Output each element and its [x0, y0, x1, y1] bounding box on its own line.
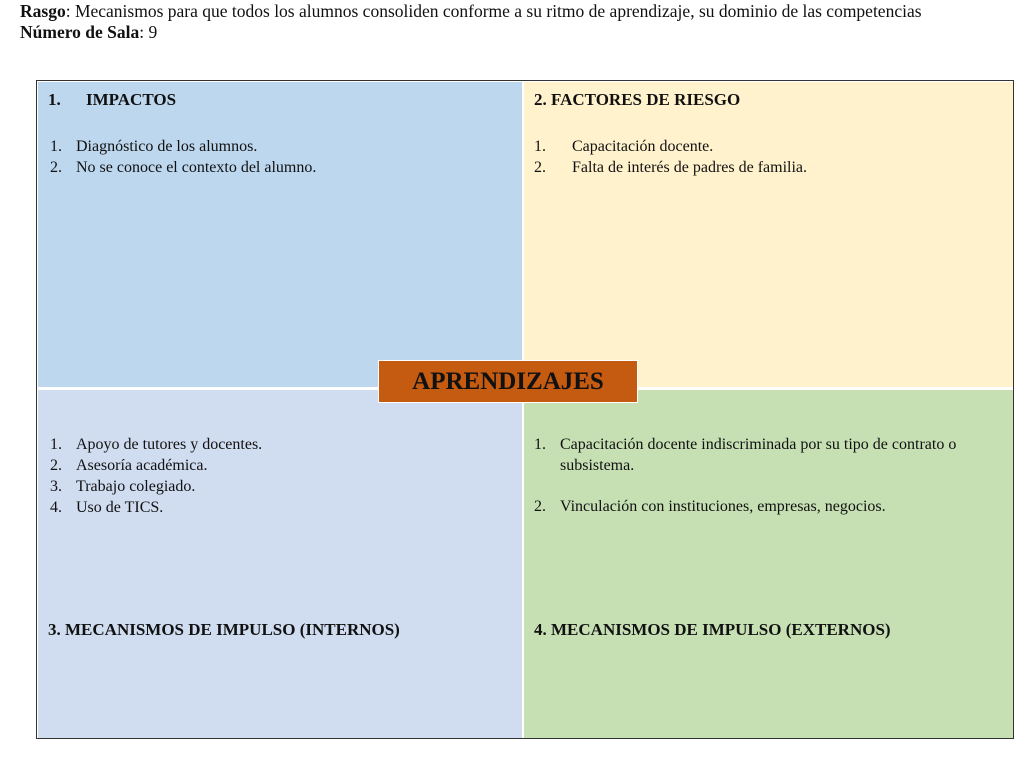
item-text: Falta de interés de padres de familia.	[572, 159, 808, 176]
list-item	[50, 136, 510, 157]
item-text: Capacitación docente indiscriminada por su tipo de contrato o subsistema.	[560, 436, 957, 474]
quadrant-factores-riesgo	[524, 82, 1013, 387]
item-text: Capacitación docente.	[572, 138, 714, 155]
rasgo-label: Rasgo	[20, 1, 66, 21]
list-item	[50, 455, 510, 476]
item-number: 1.	[534, 138, 546, 155]
sala-label: Número de Sala	[20, 22, 140, 42]
item-number: 4.	[50, 499, 62, 516]
item-text: Uso de TICS.	[76, 499, 164, 516]
quadrant-grid	[36, 80, 1014, 739]
externos-list	[534, 434, 994, 517]
rasgo-text: : Mecanismos para que todos los alumnos consoliden conforme a su ritmo de aprendizaje, su dominio de las competencias	[65, 1, 922, 21]
quadrant-impactos	[38, 82, 522, 387]
sala-line	[20, 22, 1010, 43]
list-item	[534, 496, 994, 517]
impactos-number: 1.	[48, 90, 61, 109]
internos-title: 3. MECANISMOS DE IMPULSO (INTERNOS)	[48, 620, 400, 639]
item-text: No se conoce el contexto del alumno.	[76, 159, 317, 176]
item-number: 2.	[534, 159, 546, 176]
item-number: 2.	[50, 159, 62, 176]
impactos-list	[50, 136, 510, 178]
internos-list	[50, 434, 510, 518]
item-text: Trabajo colegiado.	[76, 478, 196, 495]
list-item	[50, 476, 510, 497]
impactos-title	[48, 90, 176, 110]
list-item	[50, 434, 510, 455]
item-text: Asesoría académica.	[76, 457, 208, 474]
sala-text: : 9	[139, 22, 158, 42]
list-item	[50, 157, 510, 178]
item-number: 1.	[50, 436, 62, 453]
riesgo-list	[534, 136, 994, 178]
item-number: 3.	[50, 478, 62, 495]
item-text: Vinculación con instituciones, empresas, negocios.	[560, 498, 886, 515]
quadrant-impulso-internos	[38, 390, 522, 738]
item-number: 2.	[534, 498, 546, 515]
externos-title: 4. MECANISMOS DE IMPULSO (EXTERNOS)	[534, 620, 891, 639]
rasgo-line	[20, 1, 1010, 22]
riesgo-title: 2. FACTORES DE RIESGO	[534, 90, 741, 109]
item-number: 1.	[50, 138, 62, 155]
list-item	[534, 434, 994, 476]
list-item	[534, 136, 994, 157]
aprendizajes-label: APRENDIZAJES	[378, 360, 638, 403]
item-number: 1.	[534, 436, 546, 453]
document-header	[20, 1, 1010, 43]
item-text: Diagnóstico de los alumnos.	[76, 138, 258, 155]
quadrant-impulso-externos	[524, 390, 1013, 738]
item-number: 2.	[50, 457, 62, 474]
item-text: Apoyo de tutores y docentes.	[76, 436, 263, 453]
list-item	[50, 497, 510, 518]
impactos-title-text: IMPACTOS	[86, 90, 177, 109]
list-item	[534, 157, 994, 178]
